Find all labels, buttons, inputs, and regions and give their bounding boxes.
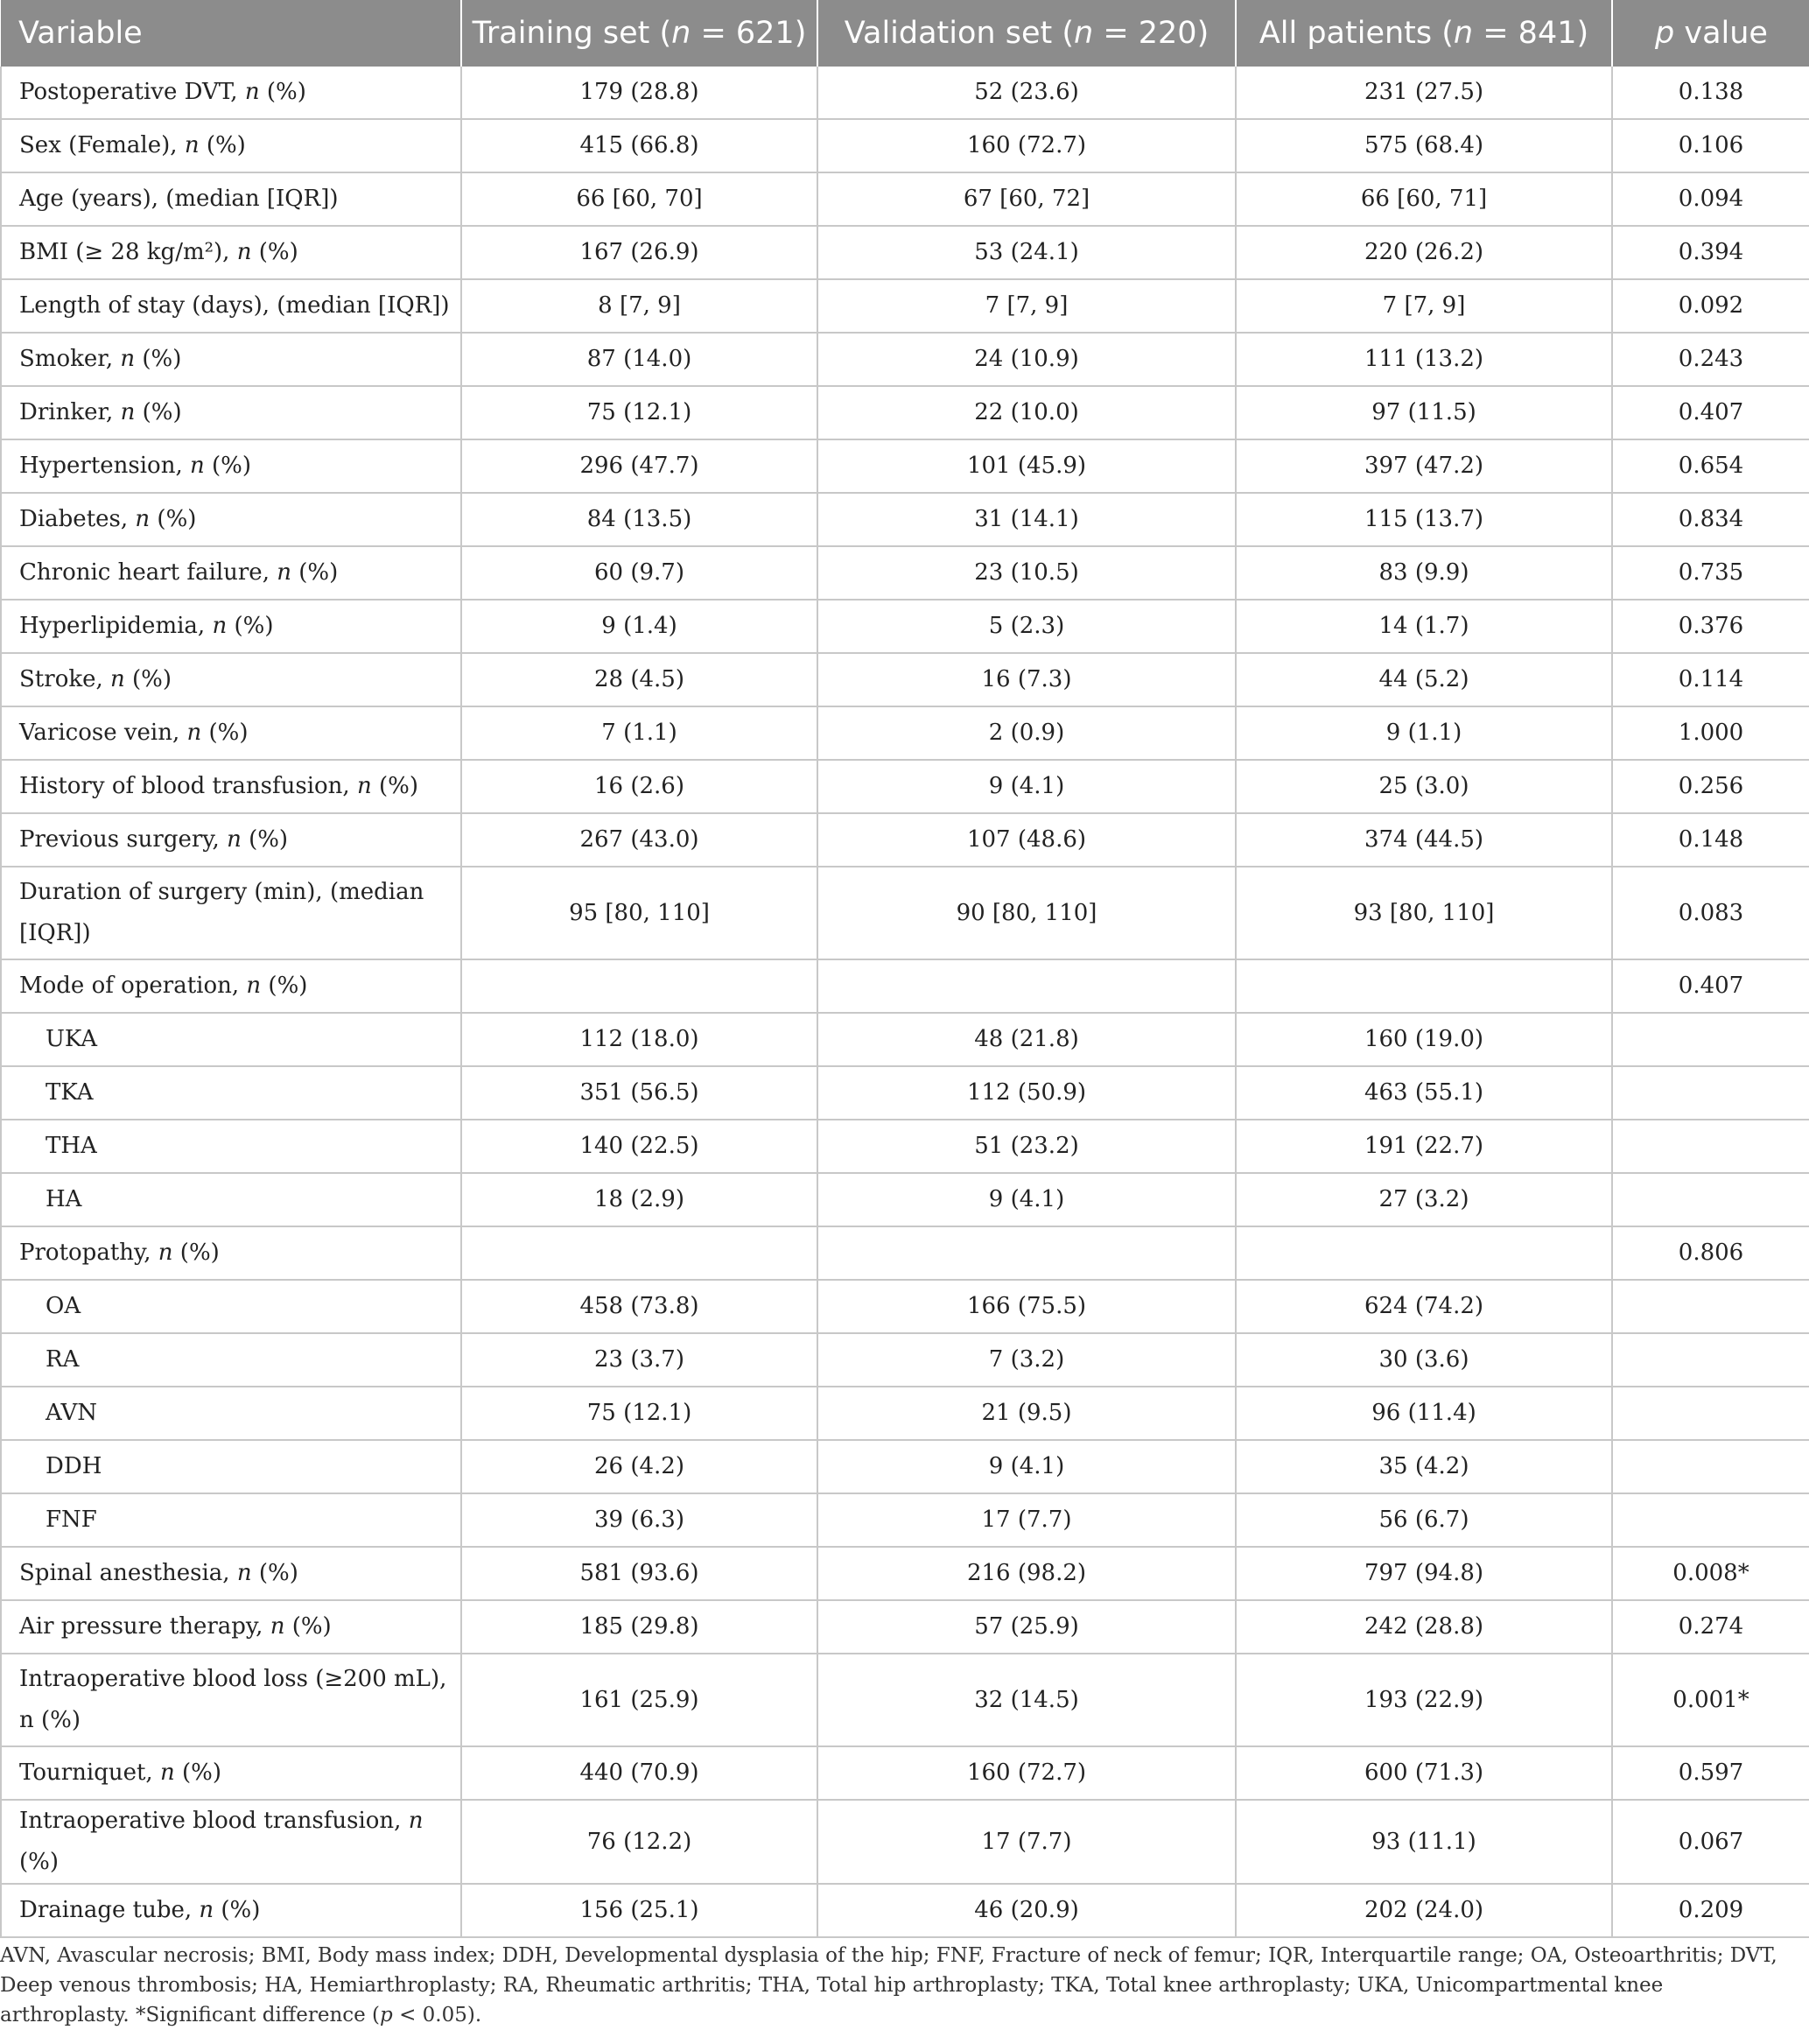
variable-label: THA (46, 1133, 97, 1159)
cell-validation-set: 101 (45.9) (817, 439, 1236, 493)
cell-variable (1, 67, 461, 119)
cell-training-set: 26 (4.2) (461, 1440, 817, 1493)
variable-label-end: (%) (371, 773, 418, 799)
cell-p-value (1612, 1280, 1809, 1333)
cell-training-set: 185 (29.8) (461, 1600, 817, 1654)
header-text: All patients ( (1259, 16, 1454, 51)
cell-validation-set: 2 (0.9) (817, 706, 1236, 760)
cell-validation-set: 107 (48.6) (817, 813, 1236, 867)
cell-p-value: 0.094 (1612, 172, 1809, 226)
header-text: value (1674, 16, 1768, 51)
cell-all-patients: 797 (94.8) (1236, 1547, 1612, 1600)
cell-training-set (461, 959, 817, 1013)
cell-variable (1, 706, 461, 760)
cell-validation-set: 31 (14.1) (817, 493, 1236, 546)
variable-label: Stroke, (19, 666, 111, 692)
cell-training-set: 39 (6.3) (461, 1493, 817, 1547)
cell-training-set: 60 (9.7) (461, 546, 817, 600)
cell-validation-set: 7 (3.2) (817, 1333, 1236, 1387)
variable-label-italic: n (408, 1808, 424, 1834)
variable-label-italic: n (212, 613, 228, 639)
header-italic: p (1655, 16, 1675, 51)
cell-all-patients: 30 (3.6) (1236, 1333, 1612, 1387)
cell-validation-set: 24 (10.9) (817, 333, 1236, 386)
variable-label: Smoker, (19, 346, 121, 372)
variable-label-end: (%) (135, 346, 182, 372)
cell-training-set: 267 (43.0) (461, 813, 817, 867)
cell-all-patients: 96 (11.4) (1236, 1387, 1612, 1440)
cell-variable (1, 1173, 461, 1226)
cell-all-patients (1236, 959, 1612, 1013)
cell-p-value: 0.407 (1612, 386, 1809, 439)
cell-variable (1, 279, 461, 333)
variable-label: Intraoperative blood loss (≥200 mL), n (%) (19, 1666, 447, 1733)
cell-training-set (461, 1226, 817, 1280)
cell-all-patients: 463 (55.1) (1236, 1066, 1612, 1120)
cell-all-patients: 374 (44.5) (1236, 813, 1612, 867)
header-italic: n (1074, 16, 1094, 51)
cell-p-value (1612, 1387, 1809, 1440)
header-p-value (1612, 0, 1809, 67)
cell-training-set: 66 [60, 70] (461, 172, 817, 226)
variable-label: FNF (46, 1507, 97, 1533)
table-row (1, 1746, 1809, 1800)
variable-label: Hyperlipidemia, (19, 613, 213, 639)
variable-label: Air pressure therapy, (19, 1613, 270, 1640)
cell-variable (1, 1600, 461, 1654)
cell-p-value: 0.067 (1612, 1800, 1809, 1884)
table-row (1, 279, 1809, 333)
cell-variable (1, 760, 461, 813)
cell-p-value: 0.256 (1612, 760, 1809, 813)
cell-training-set: 140 (22.5) (461, 1120, 817, 1173)
variable-label: Intraoperative blood transfusion, (19, 1808, 409, 1834)
table-row (1, 1280, 1809, 1333)
cell-p-value: 0.806 (1612, 1226, 1809, 1280)
cell-variable (1, 546, 461, 600)
cell-validation-set: 23 (10.5) (817, 546, 1236, 600)
variable-label-end: (%) (199, 132, 246, 158)
cell-all-patients (1236, 1226, 1612, 1280)
cell-variable (1, 1654, 461, 1746)
cell-p-value: 0.138 (1612, 67, 1809, 119)
variable-label: Spinal anesthesia, (19, 1560, 237, 1586)
cell-validation-set: 52 (23.6) (817, 67, 1236, 119)
cell-validation-set: 16 (7.3) (817, 653, 1236, 706)
cell-p-value: 0.394 (1612, 226, 1809, 279)
cell-validation-set: 48 (21.8) (817, 1013, 1236, 1066)
cell-training-set: 16 (2.6) (461, 760, 817, 813)
cell-p-value: 0.407 (1612, 959, 1809, 1013)
variable-label-italic: n (356, 773, 372, 799)
cell-validation-set: 51 (23.2) (817, 1120, 1236, 1173)
cell-all-patients: 93 [80, 110] (1236, 867, 1612, 959)
cell-variable (1, 1387, 461, 1440)
variable-label-italic: n (159, 1760, 175, 1786)
cell-training-set: 87 (14.0) (461, 333, 817, 386)
header-training-set (461, 0, 817, 67)
cell-training-set: 84 (13.5) (461, 493, 817, 546)
variable-label: History of blood transfusion, (19, 773, 357, 799)
table-row (1, 653, 1809, 706)
cell-p-value: 0.001* (1612, 1654, 1809, 1746)
variable-label-end: (%) (284, 1613, 332, 1640)
variable-label: AVN (46, 1400, 98, 1426)
cell-training-set: 415 (66.8) (461, 119, 817, 172)
variable-label-end: (%) (291, 559, 339, 586)
table-row (1, 226, 1809, 279)
variable-label-italic: n (246, 973, 262, 999)
cell-all-patients: 83 (9.9) (1236, 546, 1612, 600)
cell-validation-set: 22 (10.0) (817, 386, 1236, 439)
cell-all-patients: 397 (47.2) (1236, 439, 1612, 493)
variable-label: Hypertension, (19, 453, 190, 479)
cell-training-set: 8 [7, 9] (461, 279, 817, 333)
cell-all-patients: 44 (5.2) (1236, 653, 1612, 706)
table-row (1, 1884, 1809, 1937)
header-variable-text: Variable (18, 16, 143, 51)
cell-all-patients: 9 (1.1) (1236, 706, 1612, 760)
cell-validation-set: 160 (72.7) (817, 119, 1236, 172)
variable-label: HA (46, 1186, 82, 1212)
cell-all-patients: 93 (11.1) (1236, 1800, 1612, 1884)
table-row (1, 1173, 1809, 1226)
table-row (1, 1800, 1809, 1884)
table-row (1, 1440, 1809, 1493)
cell-validation-set: 32 (14.5) (817, 1654, 1236, 1746)
cell-variable (1, 959, 461, 1013)
cell-variable (1, 1120, 461, 1173)
table-row (1, 1493, 1809, 1547)
table-row (1, 760, 1809, 813)
cell-p-value: 1.000 (1612, 706, 1809, 760)
cell-validation-set: 9 (4.1) (817, 1173, 1236, 1226)
table-row (1, 1600, 1809, 1654)
table-footnote (0, 1941, 1785, 2030)
header-text: Training set ( (472, 16, 672, 51)
cell-variable (1, 653, 461, 706)
header-italic: n (1453, 16, 1474, 51)
cell-all-patients: 160 (19.0) (1236, 1013, 1612, 1066)
variable-label-end: (%) (241, 826, 289, 853)
table-row (1, 493, 1809, 546)
header-text: = 841) (1473, 16, 1589, 51)
cell-p-value (1612, 1440, 1809, 1493)
cell-training-set: 167 (26.9) (461, 226, 817, 279)
cell-all-patients: 191 (22.7) (1236, 1120, 1612, 1173)
cell-validation-set: 17 (7.7) (817, 1493, 1236, 1547)
table-row (1, 172, 1809, 226)
cell-validation-set: 17 (7.7) (817, 1800, 1236, 1884)
header-text: Validation set ( (844, 16, 1074, 51)
cell-p-value: 0.092 (1612, 279, 1809, 333)
cell-variable (1, 1013, 461, 1066)
variable-label-italic: n (135, 506, 151, 532)
cell-all-patients: 7 [7, 9] (1236, 279, 1612, 333)
variable-label: RA (46, 1346, 80, 1373)
table-row (1, 1226, 1809, 1280)
table-row (1, 119, 1809, 172)
variable-label-end: (%) (172, 1240, 220, 1266)
cell-p-value: 0.008* (1612, 1547, 1809, 1600)
cell-variable (1, 226, 461, 279)
cell-validation-set: 160 (72.7) (817, 1746, 1236, 1800)
cell-all-patients: 27 (3.2) (1236, 1173, 1612, 1226)
variable-label-italic: n (186, 720, 202, 746)
variable-label: Drainage tube, (19, 1897, 200, 1923)
cell-all-patients: 575 (68.4) (1236, 119, 1612, 172)
variable-label: Sex (Female), (19, 132, 185, 158)
cell-all-patients: 56 (6.7) (1236, 1493, 1612, 1547)
table-row (1, 1547, 1809, 1600)
cell-all-patients: 97 (11.5) (1236, 386, 1612, 439)
cell-all-patients: 220 (26.2) (1236, 226, 1612, 279)
variable-label: Drinker, (19, 399, 121, 425)
variable-label: Diabetes, (19, 506, 136, 532)
variable-label: Duration of surgery (min), (median [IQR]) (19, 879, 424, 946)
cell-variable (1, 439, 461, 493)
variable-label-italic: n (277, 559, 291, 586)
footnote-text: AVN, Avascular necrosis; BMI, Body mass index; DDH, Developmental dysplasia of the hip; FNF, Fracture of neck of femur; IQR, Interquartile range; OA, Osteoarthritis; DVT, Deep venous thrombosis; HA, Hemiarthroplasty; RA, Rheumatic arthritis; THA, Total hip arthroplasty; TKA, Total knee arthroplasty; UKA, Unicompartmental knee arthroplasty. *Significant difference ( (0, 1944, 1777, 2026)
variable-label-italic: n (158, 1240, 173, 1266)
variable-label: Previous surgery, (19, 826, 228, 853)
cell-validation-set: 9 (4.1) (817, 1440, 1236, 1493)
cell-p-value (1612, 1066, 1809, 1120)
cell-validation-set: 7 [7, 9] (817, 279, 1236, 333)
variable-label: Varicose vein, (19, 720, 187, 746)
cell-training-set: 440 (70.9) (461, 1746, 817, 1800)
cell-validation-set: 67 [60, 72] (817, 172, 1236, 226)
cell-validation-set (817, 1226, 1236, 1280)
cell-training-set: 75 (12.1) (461, 386, 817, 439)
cell-variable (1, 813, 461, 867)
variable-label: Tourniquet, (19, 1760, 160, 1786)
cell-validation-set: 5 (2.3) (817, 600, 1236, 653)
cell-variable (1, 1884, 461, 1937)
cell-all-patients: 111 (13.2) (1236, 333, 1612, 386)
table-body (1, 67, 1809, 1937)
cell-variable (1, 1547, 461, 1600)
variable-label-end: (%) (135, 399, 182, 425)
variable-label-italic: n (120, 399, 136, 425)
table-row (1, 333, 1809, 386)
header-italic: n (671, 16, 691, 51)
variable-label-italic: n (236, 1560, 252, 1586)
cell-training-set: 296 (47.7) (461, 439, 817, 493)
cell-variable (1, 1066, 461, 1120)
header-text: = 621) (691, 16, 807, 51)
cell-p-value: 0.209 (1612, 1884, 1809, 1937)
variable-label-italic: n (227, 826, 242, 853)
cell-validation-set: 9 (4.1) (817, 760, 1236, 813)
cell-training-set: 581 (93.6) (461, 1547, 817, 1600)
variable-label-end: (%) (214, 1897, 261, 1923)
cell-p-value: 0.148 (1612, 813, 1809, 867)
variable-label: Age (years), (median [IQR]) (19, 186, 339, 212)
cell-all-patients: 202 (24.0) (1236, 1884, 1612, 1937)
header-all-patients (1236, 0, 1612, 67)
cell-p-value (1612, 1333, 1809, 1387)
variable-label-end: (%) (150, 506, 197, 532)
cell-p-value: 0.243 (1612, 333, 1809, 386)
variable-label: TKA (46, 1079, 94, 1106)
cell-p-value: 0.376 (1612, 600, 1809, 653)
variable-label: UKA (46, 1026, 98, 1052)
cell-variable (1, 119, 461, 172)
table-row (1, 1066, 1809, 1120)
table-row (1, 1120, 1809, 1173)
cell-all-patients: 193 (22.9) (1236, 1654, 1612, 1746)
table-row (1, 1333, 1809, 1387)
table-row (1, 959, 1809, 1013)
table-row (1, 1654, 1809, 1746)
variable-label-end: (%) (259, 79, 306, 105)
cell-all-patients: 600 (71.3) (1236, 1746, 1612, 1800)
cell-p-value: 0.274 (1612, 1600, 1809, 1654)
cell-validation-set: 112 (50.9) (817, 1066, 1236, 1120)
cell-all-patients: 14 (1.7) (1236, 600, 1612, 653)
cell-validation-set: 90 [80, 110] (817, 867, 1236, 959)
variable-label-end: (%) (251, 239, 298, 265)
variable-label-end: (%) (261, 973, 308, 999)
variable-label-italic: n (236, 239, 252, 265)
variable-label-italic: n (244, 79, 260, 105)
table-row (1, 1387, 1809, 1440)
variable-label-italic: n (190, 453, 205, 479)
cell-training-set: 7 (1.1) (461, 706, 817, 760)
cell-variable (1, 1226, 461, 1280)
cell-variable (1, 1800, 461, 1884)
variable-label: Chronic heart failure, (19, 559, 277, 586)
cell-training-set: 23 (3.7) (461, 1333, 817, 1387)
cell-p-value: 0.735 (1612, 546, 1809, 600)
table-row (1, 1013, 1809, 1066)
cell-variable (1, 600, 461, 653)
cell-training-set: 95 [80, 110] (461, 867, 817, 959)
cell-variable (1, 333, 461, 386)
cell-p-value (1612, 1120, 1809, 1173)
header-variable (1, 0, 461, 67)
table-row (1, 706, 1809, 760)
cell-p-value: 0.597 (1612, 1746, 1809, 1800)
cell-training-set: 351 (56.5) (461, 1066, 817, 1120)
cell-training-set: 76 (12.2) (461, 1800, 817, 1884)
cell-variable (1, 867, 461, 959)
header-text: = 220) (1093, 16, 1210, 51)
variable-label: Postoperative DVT, (19, 79, 245, 105)
cell-all-patients: 115 (13.7) (1236, 493, 1612, 546)
cell-training-set: 9 (1.4) (461, 600, 817, 653)
variable-label-end: (%) (201, 720, 249, 746)
table-row (1, 600, 1809, 653)
cell-p-value (1612, 1173, 1809, 1226)
variable-label-italic: n (120, 346, 136, 372)
cell-validation-set: 57 (25.9) (817, 1600, 1236, 1654)
cell-training-set: 112 (18.0) (461, 1013, 817, 1066)
cell-p-value: 0.083 (1612, 867, 1809, 959)
variable-label-end: (%) (251, 1560, 298, 1586)
header-validation-set (817, 0, 1236, 67)
cell-variable (1, 1493, 461, 1547)
variable-label: Mode of operation, (19, 973, 247, 999)
footnote-italic: p (380, 2004, 393, 2026)
cell-training-set: 458 (73.8) (461, 1280, 817, 1333)
cell-variable (1, 386, 461, 439)
cell-all-patients: 25 (3.0) (1236, 760, 1612, 813)
cell-validation-set: 53 (24.1) (817, 226, 1236, 279)
cell-validation-set: 166 (75.5) (817, 1280, 1236, 1333)
variable-label-end: (%) (174, 1760, 221, 1786)
cell-p-value: 0.834 (1612, 493, 1809, 546)
variable-label-italic: n (270, 1613, 285, 1640)
cell-p-value: 0.114 (1612, 653, 1809, 706)
cell-p-value: 0.106 (1612, 119, 1809, 172)
cell-training-set: 161 (25.9) (461, 1654, 817, 1746)
table-row (1, 813, 1809, 867)
variable-label-italic: n (199, 1897, 214, 1923)
variable-label: Protopathy, (19, 1240, 158, 1266)
cell-variable (1, 1333, 461, 1387)
variable-label: DDH (46, 1453, 102, 1479)
cell-training-set: 18 (2.9) (461, 1173, 817, 1226)
variable-label-end: (%) (19, 1849, 59, 1875)
cell-all-patients: 242 (28.8) (1236, 1600, 1612, 1654)
cell-p-value (1612, 1493, 1809, 1547)
variable-label-end: (%) (227, 613, 274, 639)
cell-validation-set: 46 (20.9) (817, 1884, 1236, 1937)
table-row (1, 67, 1809, 119)
cell-variable (1, 493, 461, 546)
cell-all-patients: 231 (27.5) (1236, 67, 1612, 119)
cell-variable (1, 172, 461, 226)
cell-variable (1, 1746, 461, 1800)
cell-training-set: 179 (28.8) (461, 67, 817, 119)
table-row (1, 439, 1809, 493)
cell-training-set: 75 (12.1) (461, 1387, 817, 1440)
cell-all-patients: 35 (4.2) (1236, 1440, 1612, 1493)
variable-label-end: (%) (204, 453, 252, 479)
cell-validation-set: 21 (9.5) (817, 1387, 1236, 1440)
cell-variable (1, 1440, 461, 1493)
table-row (1, 546, 1809, 600)
variable-label: OA (46, 1293, 81, 1319)
cell-p-value: 0.654 (1612, 439, 1809, 493)
variable-label-italic: n (184, 132, 200, 158)
cell-all-patients: 66 [60, 71] (1236, 172, 1612, 226)
table-header-row (1, 0, 1809, 67)
cell-p-value (1612, 1013, 1809, 1066)
cell-variable (1, 1280, 461, 1333)
cell-validation-set: 216 (98.2) (817, 1547, 1236, 1600)
variable-label: BMI (≥ 28 kg/m²), (19, 239, 237, 265)
cell-all-patients: 624 (74.2) (1236, 1280, 1612, 1333)
footnote-text-end: < 0.05). (392, 2004, 482, 2026)
table-row (1, 386, 1809, 439)
cell-validation-set (817, 959, 1236, 1013)
table-row (1, 867, 1809, 959)
variable-label-italic: n (110, 666, 125, 692)
variable-label: Length of stay (days), (median [IQR]) (19, 292, 450, 319)
variable-label-end: (%) (124, 666, 172, 692)
cell-training-set: 28 (4.5) (461, 653, 817, 706)
cell-training-set: 156 (25.1) (461, 1884, 817, 1937)
